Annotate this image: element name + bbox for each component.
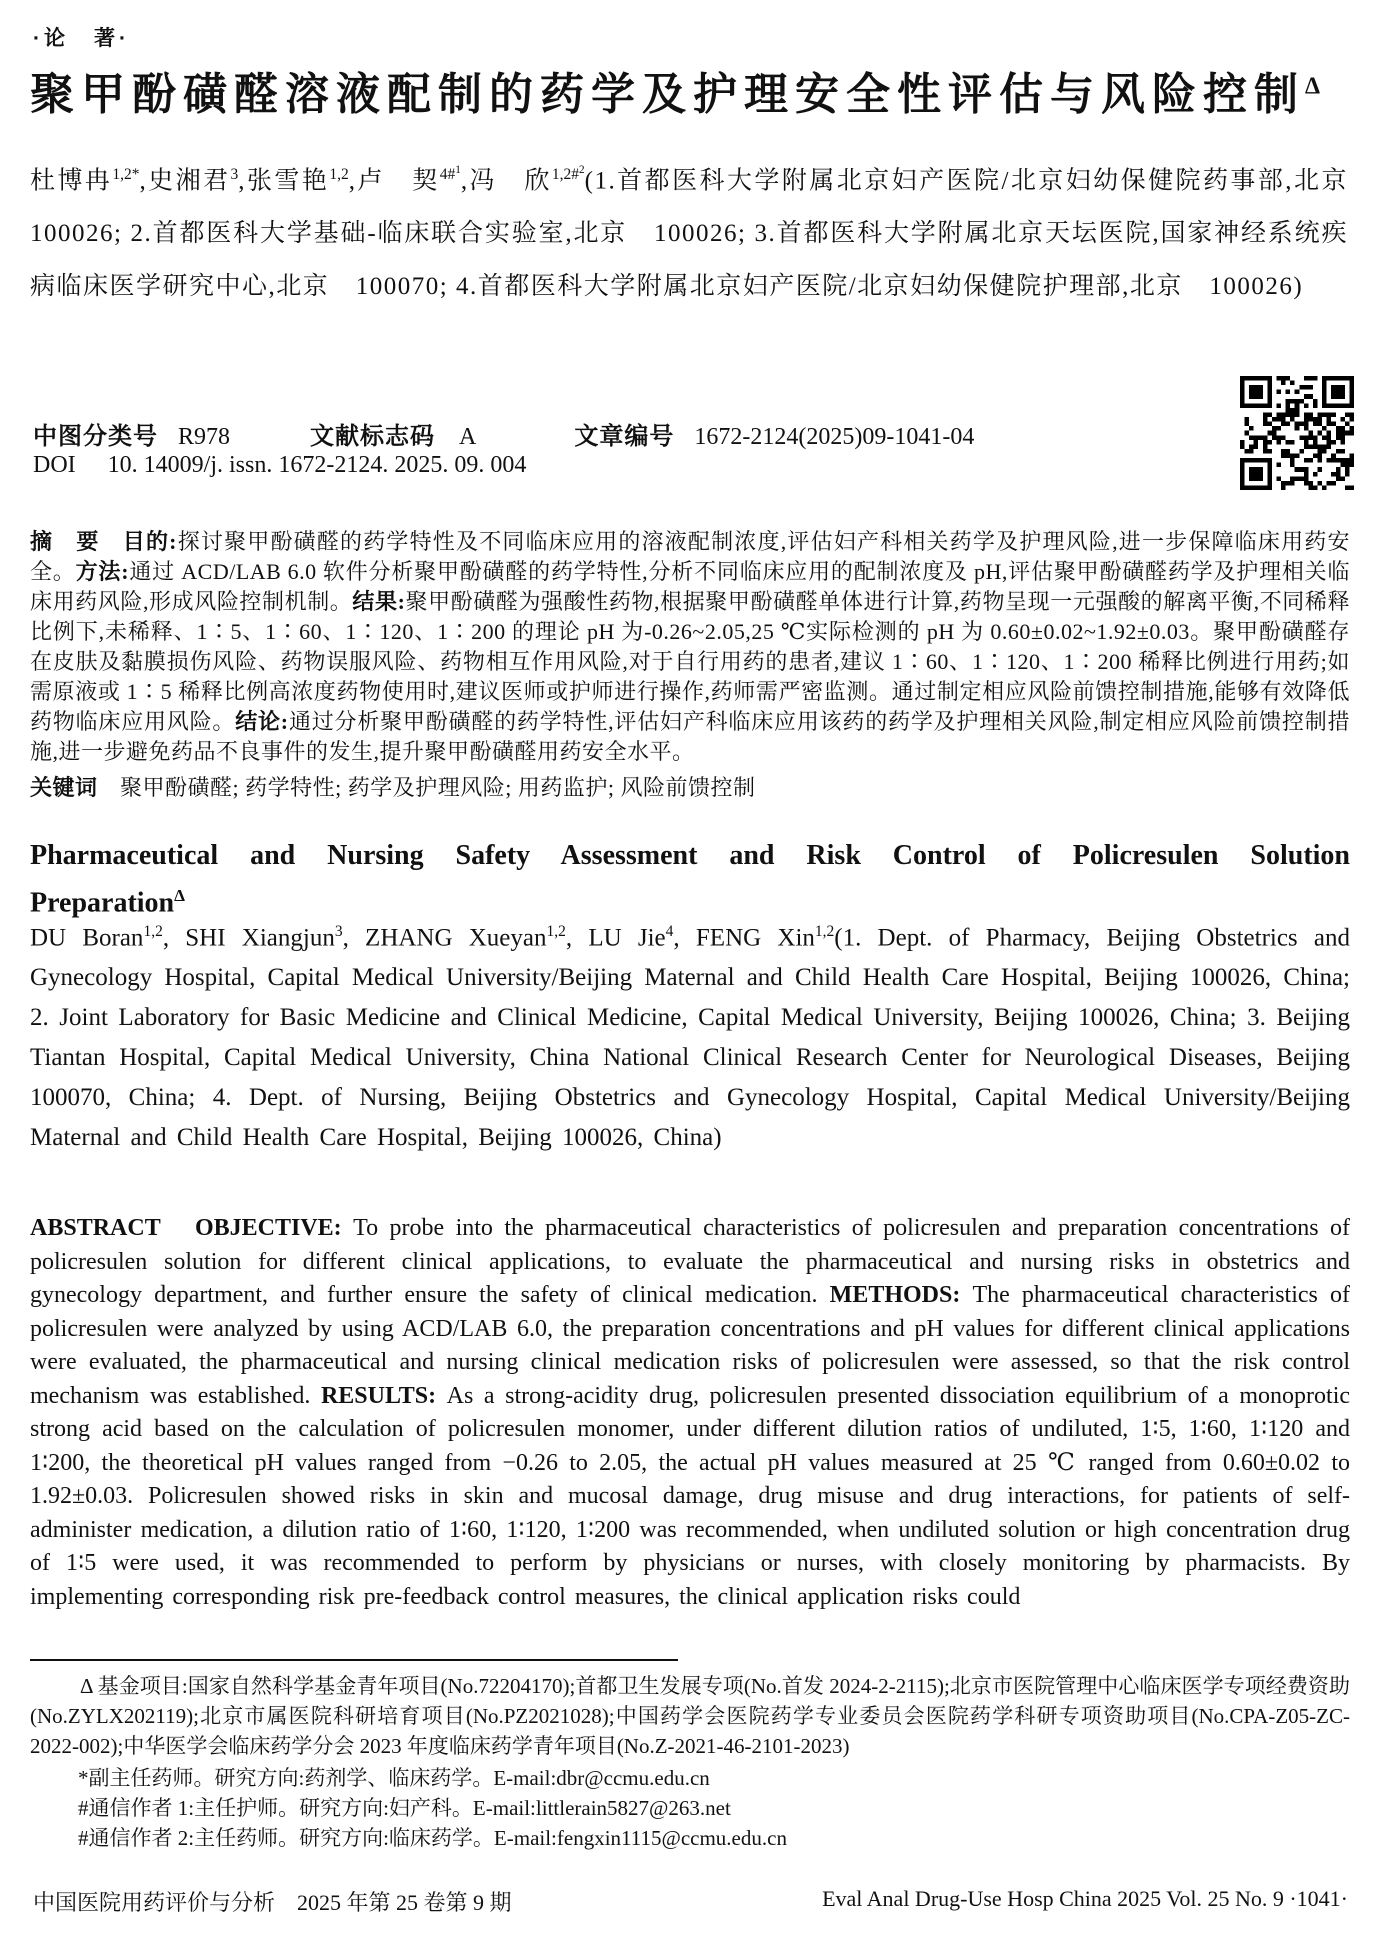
article-meta-row <box>33 416 974 451</box>
abstract-en: ABSTRACT OBJECTIVE: To probe into the pharmaceutical characteristics of policresulen and preparation concentrations of policresulen solution for different clinical applications, to evaluate the pharmaceutical and nursing risks in obstetrics and gynecology department, and further ensure the safety of clinical medication. METHODS: The pharmaceutical characteristics of policresulen were analyzed by using ACD/LAB 6.0, the preparation concentrations and pH values for different clinical applications were evaluated, the pharmaceutical and nursing clinical medication risks of policresulen were assessed, so that the risk control mechanism was established. RESULTS: As a strong-acidity drug, policresulen presented dissociation equilibrium of a monoprotic strong acid based on the calculation of policresulen monomer, under different dilution ratios of undiluted, 1∶5, 1∶60, 1∶120 and 1∶200, the theoretical pH values ranged from −0.26 to 2.05, the actual pH values measured at 25 ℃ ranged from 0.60±0.02 to 1.92±0.03. Policresulen showed risks in skin and mucosal damage, drug misuse and drug interactions, for patients of self-administer medication, a dilution ratio of 1∶60, 1∶120, 1∶200 was recommended, when undiluted solution or high concentration drug of 1∶5 were used, it was recommended to perform by physicians or nurses, with closely monitoring by pharmacists. By implementing corresponding risk pre-feedback control measures, the clinical application risks could <box>30 1215 1351 1610</box>
doi-value: 10. 14009/j. issn. 1672-2124. 2025. 09. 004 <box>107 452 527 478</box>
funding-footnote: Δ 基金项目:国家自然科学基金青年项目(No.72204170);首都卫生发展专项(No.首发 2024-2-2115);北京市医院管理中心临床医学专项经费资助(No.ZYLX202119);北京市属医院科研培育项目(No.PZ2021028);中国药学会医院药学专业委员会医院药学科研专项资助项目(No.CPA-Z05-ZC-2022-002);中华医学会临床药学分会 2023 年度临床药学青年项目(No.Z-2021-46-2101-2023) <box>30 1674 1350 1758</box>
article-title-en: Pharmaceutical and Nursing Safety Assessment and Risk Control of Policresulen Solution Preparation$^\Delta$ <box>30 840 1350 919</box>
document-code-label: 文献标志码 <box>310 423 436 450</box>
footer-journal-name-zh: 中国医院用药评价与分析 2025 年第 25 卷第 9 期 <box>33 1890 512 1915</box>
document-code-value: A <box>459 424 477 450</box>
abstract-zh: 摘 要 目的:探讨聚甲酚磺醛的药学特性及不同临床应用的溶液配制浓度,评估妇产科相关药学及护理风险,进一步保障临床用药安全。方法:通过 ACD/LAB 6.0 软件分析聚甲酚磺醛的药学特性,分析不同临床应用的配制浓度及 pH,评估聚甲酚磺醛药学及护理相关临床用药风险,形成风险控制机制。结果:聚甲酚磺醛为强酸性药物,根据聚甲酚磺醛单体进行计算,药物呈现一元强酸的解离平衡,不同稀释比例下,未稀释、1∶5、1∶60、1∶120、1∶200 的理论 pH 为-0.26~2.05,25 ℃实际检测的 pH 为 0.60±0.02~1.92±0.03。聚甲酚磺醛存在皮肤及黏膜损伤风险、药物误服风险、药物相互作用风险,对于自行用药的患者,建议 1∶60、1∶120、1∶200 稀释比例进行用药;如需原液或 1∶5 稀释比例高浓度药物使用时,建议医师或护师进行操作,药师需严密监测。通过制定相应风险前馈控制措施,能够有效降低药物临床应用风险。结论:通过分析聚甲酚磺醛的药学特性,评估妇产科临床应用该药的药学及护理相关风险,制定相应风险前馈控制措施,进一步避免药品不良事件的发生,提升聚甲酚磺醛用药安全水平。 <box>30 529 1350 764</box>
article-id-label: 文章编号 <box>574 423 675 450</box>
article-title-zh <box>30 58 1360 122</box>
article-title-zh-text: 聚甲酚磺醛溶液配制的药学及护理安全性评估与风险控制 <box>30 70 1305 119</box>
authors-affiliations-en: DU Boran$^{1,2}$, SHI Xiangjun$^3$, ZHANG Xueyan$^{1,2}$, LU Jie$^4$, FENG Xin$^{1,2}$(1. Dept. of Pharmacy, Beijing Obstetrics and Gynecology Hospital, Capital Medical University/Beijing Maternal and Child Health Care Hospital, Beijing 100026, China; 2. Joint Laboratory for Basic Medicine and Clinical Medicine, Capital Medical University, Beijing 100026, China; 3. Beijing Tiantan Hospital, Capital Medical University, China National Clinical Research Center for Neurological Diseases, Beijing 100070, China; 4. Dept. of Nursing, Beijing Obstetrics and Gynecology Hospital, Capital Medical University/Beijing Maternal and Child Health Care Hospital, Beijing 100026, China) <box>30 923 1350 1152</box>
corresponding-author-2-footnote: #通信作者 2:主任药师。研究方向:临床药学。E-mail:fengxin1115@ccmu.edu.cn <box>78 1826 787 1850</box>
footnotes-block <box>30 1671 1350 1853</box>
author-footnote: *副主任药师。研究方向:药剂学、临床药学。E-mail:dbr@ccmu.edu.cn <box>78 1766 710 1790</box>
doi-label: DOI <box>33 452 76 478</box>
footer-journal-name-en-page: Eval Anal Drug-Use Hosp China 2025 Vol. 25 No. 9 ·1041· <box>822 1886 1348 1911</box>
article-category-label: ·论 著· <box>33 27 130 50</box>
doi-row <box>33 452 526 479</box>
keywords-zh: 关键词 聚甲酚磺醛; 药学特性; 药学及护理风险; 用药监护; 风险前馈控制 <box>30 775 756 800</box>
qr-code <box>1240 376 1354 490</box>
authors-affiliations-zh: 杜博冉$^{1,2*}$,史湘君$^3$,张雪艳$^{1,2}$,卢 契$^{4\#1}$,冯 欣$^{1,2\#2}$(1.首都医科大学附属北京妇产医院/北京妇幼保健院药事部,北京 100026; 2.首都医科大学基础-临床联合实验室,北京 100026; 3.首都医科大学附属北京天坛医院,国家神经系统疾病临床医学研究中心,北京 100070; 4.首都医科大学附属北京妇产医院/北京妇幼保健院护理部,北京 100026) <box>30 163 1375 301</box>
clc-number-value: R978 <box>178 424 231 450</box>
page-footer <box>33 1886 1348 1917</box>
article-id-value: 1672-2124(2025)09-1041-04 <box>694 424 975 450</box>
footnote-separator-rule <box>30 1659 678 1661</box>
corresponding-author-1-footnote: #通信作者 1:主任护师。研究方向:妇产科。E-mail:littlerain5827@263.net <box>78 1796 731 1820</box>
article-title-zh-superscript: Δ <box>1305 73 1321 100</box>
clc-number-label: 中图分类号 <box>33 423 158 450</box>
